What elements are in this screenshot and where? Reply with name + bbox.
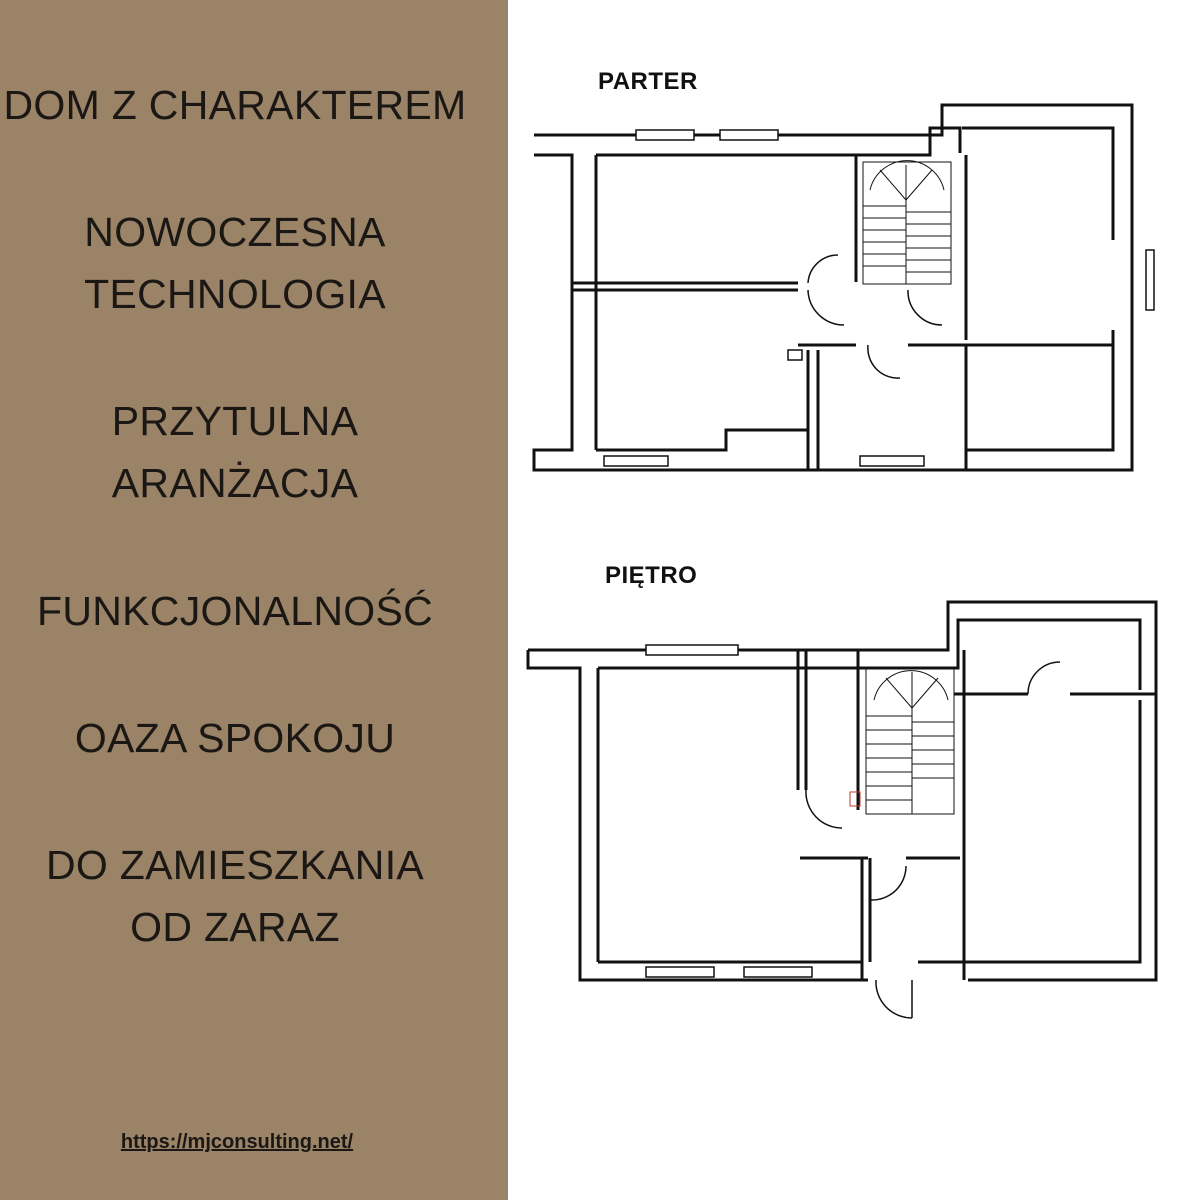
feature-line: ARANŻACJA	[111, 460, 359, 506]
feature-line: NOWOCZESNA	[84, 209, 386, 255]
feature-line: FUNKCJONALNOŚĆ	[36, 588, 434, 634]
ground-floor-plan	[534, 105, 1154, 470]
first-floor-plan	[528, 602, 1156, 1018]
feature-item	[0, 201, 470, 325]
ground-floor-label: PARTER	[598, 68, 698, 95]
feature-item	[0, 390, 470, 514]
first-floor-label: PIĘTRO	[605, 562, 698, 589]
feature-line: DO ZAMIESZKANIA	[45, 842, 425, 888]
feature-item	[0, 707, 470, 769]
feature-line: OAZA SPOKOJU	[74, 715, 396, 761]
feature-item	[0, 74, 470, 136]
floor-plan-drawing	[508, 0, 1200, 1200]
feature-line: OD ZARAZ	[130, 904, 340, 950]
feature-line: PRZYTULNA	[111, 398, 359, 444]
feature-item	[0, 580, 470, 642]
floor-plans	[508, 0, 1200, 1200]
feature-line: DOM Z CHARAKTEREM	[3, 82, 467, 128]
left-panel	[0, 0, 508, 1200]
feature-item	[0, 834, 470, 958]
website-link[interactable]: https://mjconsulting.net/	[120, 1131, 354, 1153]
feature-line: TECHNOLOGIA	[84, 271, 386, 317]
